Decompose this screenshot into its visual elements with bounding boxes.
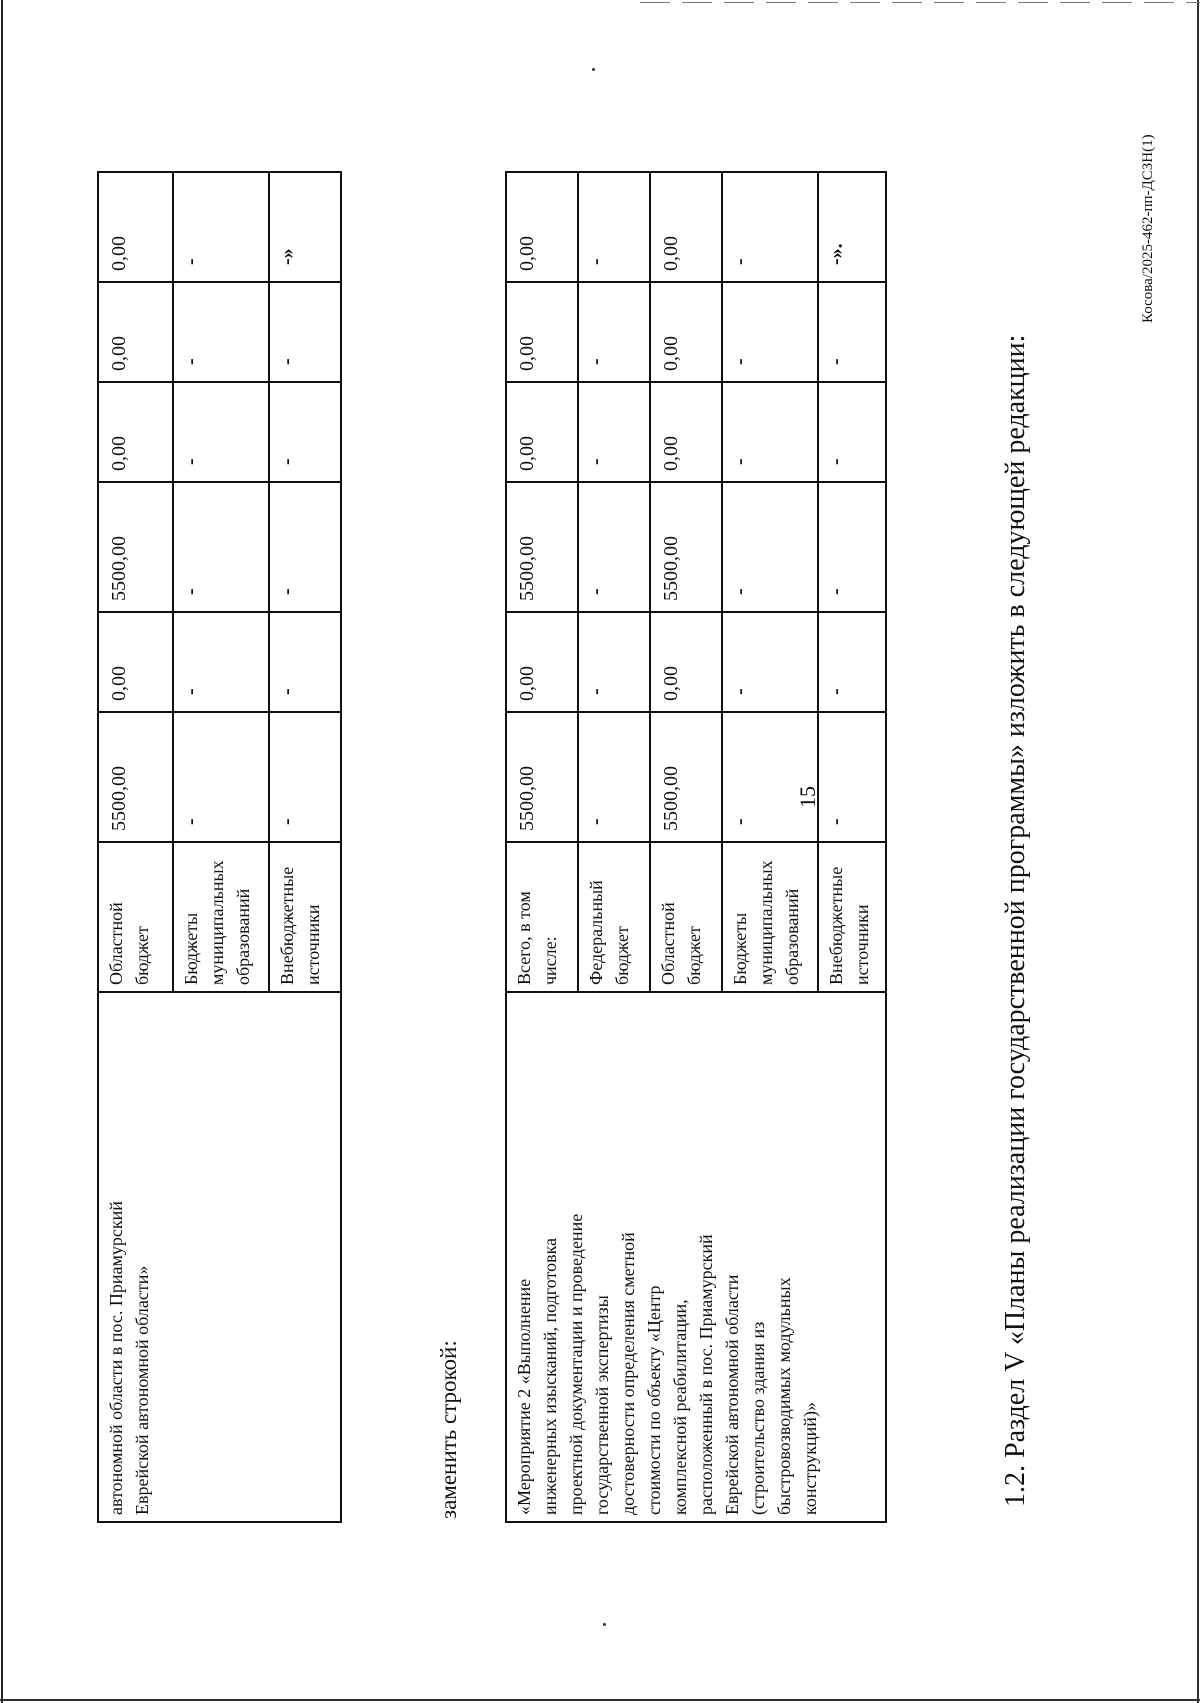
replace-caption: заменить строкой:: [436, 1340, 461, 1519]
table-bottom: [505, 171, 887, 1523]
funding-source-cell: [650, 842, 722, 992]
document-code: Косова/2025-462-пп-ДСЗН(1): [1140, 134, 1156, 323]
funding-source-line: муниципальных: [207, 860, 227, 985]
value-cell: -: [173, 482, 269, 612]
value-cell: -: [818, 712, 886, 842]
funding-source-line: Федеральный: [586, 880, 606, 985]
value-cell: 0,00: [650, 382, 722, 482]
funding-source-cell: [98, 842, 173, 992]
funding-source-line: источники: [303, 904, 323, 985]
measure-name-line: «Мероприятие 2 «Выполнение: [514, 1278, 534, 1515]
value-cell: -: [269, 282, 341, 382]
value-cell: 5500,00: [650, 712, 722, 842]
measure-name-line: Еврейской автономной области: [722, 1274, 742, 1515]
value-cell: -: [173, 172, 269, 282]
value-cell: -: [173, 382, 269, 482]
value-cell: 5500,00: [98, 712, 173, 842]
funding-source-line: Внебюджетные: [277, 866, 297, 985]
value-cell: -: [578, 282, 650, 382]
measure-name-line: (строительство здания из: [748, 1321, 768, 1515]
measure-name-cell: [98, 992, 341, 1522]
value-cell: -: [722, 282, 818, 382]
value-cell: -: [818, 382, 886, 482]
funding-source-cell: [173, 842, 269, 992]
value-cell: -: [269, 482, 341, 612]
value-cell: -: [722, 382, 818, 482]
value-cell: 0,00: [506, 612, 578, 712]
measure-name-line: достоверности определения сметной: [618, 1232, 638, 1515]
value-cell: -: [269, 382, 341, 482]
measure-name-line: проектной документации и проведение: [566, 1213, 586, 1515]
measure-name-line: быстровозводимых модульных: [774, 1277, 794, 1515]
value-cell: -: [818, 482, 886, 612]
measure-name-line: инженерных изысканий, подготовка: [540, 1237, 560, 1515]
measure-name-cell: [506, 992, 886, 1522]
value-cell: 0,00: [98, 382, 173, 482]
value-cell: -: [269, 712, 341, 842]
value-cell: -: [578, 482, 650, 612]
measure-name-line: расположенный в пос. Приамурский: [696, 1234, 716, 1515]
value-cell: -: [173, 712, 269, 842]
funding-source-line: Бюджеты: [181, 912, 201, 985]
funding-source-line: источники: [852, 904, 872, 985]
measure-name-line: конструкций)»: [800, 1402, 820, 1515]
value-cell: -: [578, 712, 650, 842]
page-number: 15: [795, 786, 820, 808]
value-cell: 0,00: [506, 172, 578, 282]
funding-source-line: бюджет: [132, 926, 152, 985]
funding-source-cell: [578, 842, 650, 992]
value-cell: -: [722, 612, 818, 712]
value-cell: -»: [269, 172, 341, 282]
value-cell: 0,00: [98, 282, 173, 382]
funding-source-cell: [818, 842, 886, 992]
funding-source-line: Внебюджетные: [826, 866, 846, 985]
value-cell: 5500,00: [650, 482, 722, 612]
funding-source-line: Областной: [106, 902, 126, 985]
measure-name-line: автономной области в пос. Приамурский: [106, 1201, 126, 1515]
measure-name-line: Еврейской автономной области»: [132, 1265, 152, 1515]
value-cell: -: [173, 612, 269, 712]
value-cell: 0,00: [98, 612, 173, 712]
value-cell: 5500,00: [506, 482, 578, 612]
value-cell: -: [818, 282, 886, 382]
funding-source-line: бюджет: [612, 926, 632, 985]
table-top: [97, 171, 342, 1523]
measure-name-line: комплексной реабилитации,: [670, 1299, 690, 1515]
value-cell: -: [722, 172, 818, 282]
value-cell: 0,00: [506, 282, 578, 382]
funding-source-line: бюджет: [684, 926, 704, 985]
measure-name-line: государственной экспертизы: [592, 1295, 612, 1515]
funding-source-cell: [506, 842, 578, 992]
value-cell: 0,00: [650, 612, 722, 712]
funding-source-line: муниципальных: [756, 860, 776, 985]
value-cell: -».: [818, 172, 886, 282]
funding-source-line: Областной: [658, 902, 678, 985]
funding-source-line: образований: [233, 888, 253, 985]
value-cell: -: [722, 712, 818, 842]
funding-source-line: образований: [782, 888, 802, 985]
value-cell: 0,00: [650, 282, 722, 382]
value-cell: -: [578, 612, 650, 712]
value-cell: 0,00: [650, 172, 722, 282]
value-cell: 0,00: [506, 382, 578, 482]
funding-source-cell: [722, 842, 818, 992]
value-cell: -: [818, 612, 886, 712]
value-cell: 0,00: [98, 172, 173, 282]
value-cell: 5500,00: [506, 712, 578, 842]
funding-source-line: Бюджеты: [730, 912, 750, 985]
value-cell: -: [173, 282, 269, 382]
funding-source-line: числе:: [540, 936, 560, 985]
value-cell: -: [269, 612, 341, 712]
funding-source-line: Всего, в том: [514, 891, 534, 985]
funding-source-cell: [269, 842, 341, 992]
value-cell: -: [578, 172, 650, 282]
measure-name-line: стоимости по объекту «Центр: [644, 1285, 664, 1515]
value-cell: -: [722, 482, 818, 612]
section-heading: 1.2. Раздел V «Планы реализации государственной программы» изложить в следующей редакции:: [1000, 334, 1031, 1507]
value-cell: 5500,00: [98, 482, 173, 612]
value-cell: -: [578, 382, 650, 482]
